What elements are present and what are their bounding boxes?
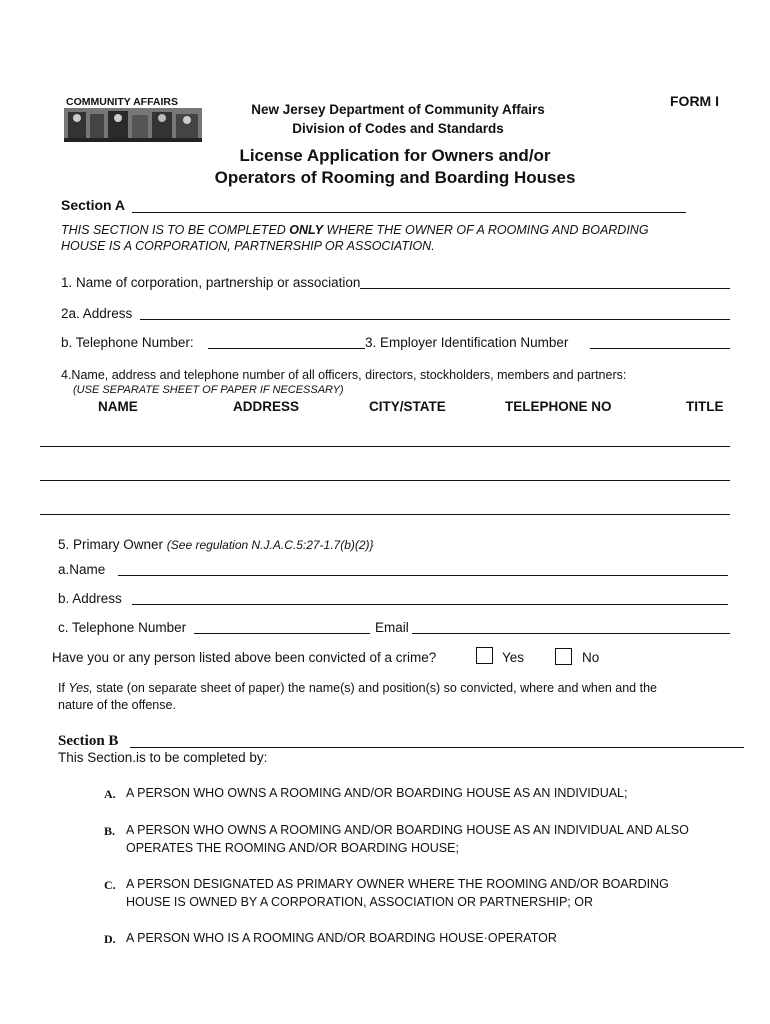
q4-label: 4.Name, address and telephone number of all officers, directors, stockholders, members and partners: [61, 368, 627, 382]
item-b-letter: B. [104, 824, 116, 838]
q3-label: 3. Employer Identification Number [365, 335, 569, 350]
column-header-city-state: CITY/STATE [369, 399, 446, 414]
yes-label: Yes [502, 650, 525, 665]
q5c-label: c. Telephone Number [58, 620, 187, 635]
officer-row-line-1[interactable] [40, 446, 730, 447]
item-b-text-line2: OPERATES THE ROOMING AND/OR BOARDING HOUSE; [126, 841, 459, 855]
q5-email-label: Email [375, 620, 409, 635]
crime-question: Have you or any person listed above been convicted of a crime? [52, 650, 437, 665]
item-d-text: A PERSON WHO IS A ROOMING AND/OR BOARDING HOUSE·OPERATOR [126, 931, 557, 945]
section-a-rule [132, 212, 686, 213]
item-b-text-line1: A PERSON WHO OWNS A ROOMING AND/OR BOARDING HOUSE AS AN INDIVIDUAL AND ALSO [126, 823, 689, 837]
form-title-line2: Operators of Rooming and Boarding Houses [214, 168, 576, 187]
section-a-note-line2: HOUSE IS A CORPORATION, PARTNERSHIP OR ASSOCIATION. [61, 239, 435, 253]
q5c-telephone-field[interactable] [194, 633, 370, 634]
item-a-text: A PERSON WHO OWNS A ROOMING AND/OR BOARDING HOUSE AS AN INDIVIDUAL; [126, 786, 628, 800]
no-checkbox[interactable] [555, 648, 572, 665]
if-yes-instruction-line2: nature of the offense. [58, 698, 176, 712]
q2b-label: b. Telephone Number: [61, 335, 194, 350]
q5a-name-field[interactable] [118, 575, 728, 576]
officer-row-line-2[interactable] [40, 480, 730, 481]
section-b-label: Section B [58, 733, 119, 749]
section-a-note-line1: THIS SECTION IS TO BE COMPLETED ONLY WHERE THE OWNER OF A ROOMING AND BOARDING [61, 223, 649, 237]
yes-checkbox[interactable] [476, 647, 493, 664]
q2b-telephone-field[interactable] [208, 348, 365, 349]
community-affairs-logo [62, 94, 204, 144]
item-c-text-line2: HOUSE IS OWNED BY A CORPORATION, ASSOCIATION OR PARTNERSHIP; OR [126, 895, 593, 909]
column-header-name: NAME [98, 399, 138, 414]
q1-label: 1. Name of corporation, partnership or association [61, 275, 361, 290]
no-label: No [582, 650, 600, 665]
q1-entity-name-field[interactable] [360, 288, 730, 289]
q2a-address-field[interactable] [140, 319, 730, 320]
column-header-address: ADDRESS [233, 399, 300, 414]
q5-email-field[interactable] [412, 633, 730, 634]
logo-text: COMMUNITY AFFAIRS [66, 96, 178, 108]
officer-row-line-3[interactable] [40, 514, 730, 515]
division-name: Division of Codes and Standards [292, 121, 504, 136]
if-yes-instruction-line1: If Yes, state (on separate sheet of paper) the name(s) and position(s) so convicted, where and when and the [58, 681, 657, 695]
column-header-title: TITLE [686, 399, 724, 414]
section-b-intro: This Section.is to be completed by: [58, 750, 268, 765]
form-id: FORM I [670, 93, 719, 109]
agency-name: New Jersey Department of Community Affairs [251, 102, 545, 117]
item-c-text-line1: A PERSON DESIGNATED AS PRIMARY OWNER WHERE THE ROOMING AND/OR BOARDING [126, 877, 669, 891]
item-d-letter: D. [104, 932, 116, 946]
q3-ein-field[interactable] [590, 348, 730, 349]
item-a-letter: A. [104, 787, 116, 801]
column-header-telephone: TELEPHONE NO [505, 399, 612, 414]
section-b-rule [130, 747, 744, 748]
q2a-label: 2a. Address [61, 306, 133, 321]
section-a-label: Section A [61, 197, 126, 213]
q4-note: (USE SEPARATE SHEET OF PAPER IF NECESSARY) [73, 384, 344, 396]
q5b-label: b. Address [58, 591, 122, 606]
item-c-letter: C. [104, 878, 116, 892]
q5b-address-field[interactable] [132, 604, 728, 605]
q5-label: 5. Primary Owner (See regulation N.J.A.C.5:27-1.7(b)(2)} [58, 537, 374, 552]
q5a-label: a.Name [58, 562, 106, 577]
form-title-line1: License Application for Owners and/or [239, 146, 551, 165]
